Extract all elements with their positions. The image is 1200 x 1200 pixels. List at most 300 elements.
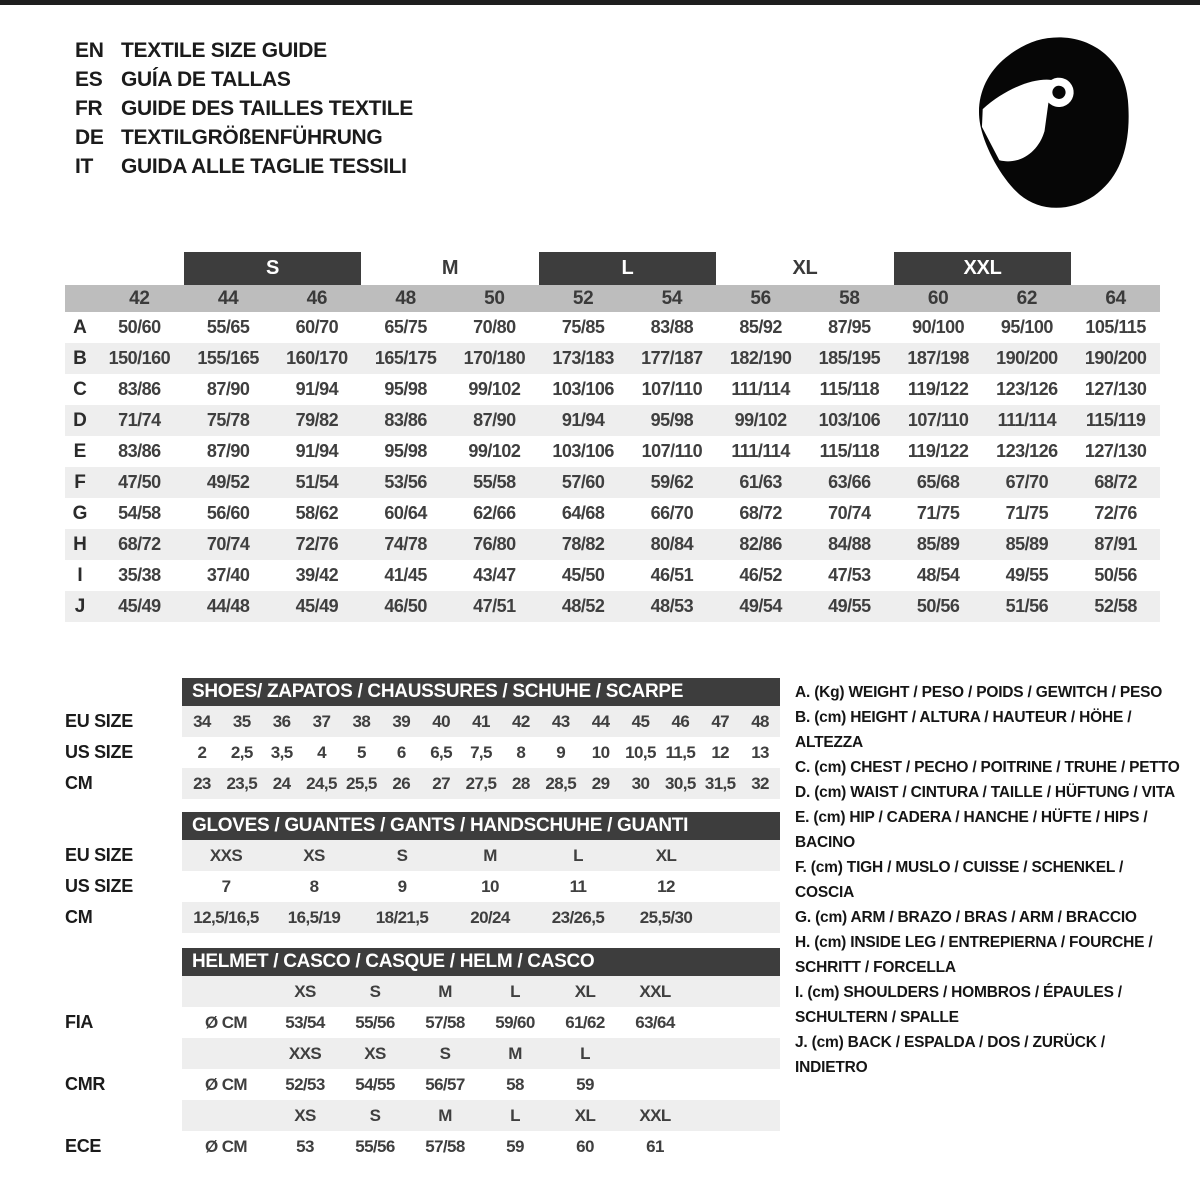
helmet-section-header: HELMET / CASCO / CASQUE / HELM / CASCO <box>182 948 780 976</box>
helmet-size-value: 55/56 <box>355 1136 395 1156</box>
gloves-row-label: US SIZE <box>65 876 133 896</box>
shoes-value: 13 <box>751 742 769 762</box>
textile-size-table <box>65 252 1160 622</box>
shoes-value: 41 <box>472 711 490 731</box>
language-row <box>75 94 413 123</box>
size-value: 87/91 <box>1094 534 1137 554</box>
language-title: GUIDA ALLE TAGLIE TESSILI <box>121 154 407 178</box>
size-value: 39/42 <box>295 565 339 585</box>
legend-item: H. (cm) INSIDE LEG / ENTREPIERNA / FOURCHE / SCHRITT / FORCELLA <box>795 934 1153 976</box>
shoes-row-label: EU SIZE <box>65 711 133 731</box>
size-value: 55/58 <box>473 472 516 492</box>
size-value: 90/100 <box>912 317 965 337</box>
size-number-bar <box>65 285 1160 312</box>
helmet-size-value: 60 <box>576 1136 594 1156</box>
size-value: 60/64 <box>384 503 427 523</box>
size-value: 53/56 <box>384 472 427 492</box>
shoes-value: 30,5 <box>664 773 696 793</box>
size-value: 57/60 <box>561 472 605 492</box>
gloves-value: 12 <box>657 876 675 896</box>
shoes-value: 31,5 <box>704 773 736 793</box>
size-value: 103/106 <box>818 410 881 430</box>
textile-row <box>65 374 1160 405</box>
gloves-row-label: CM <box>65 907 93 927</box>
row-letter: J <box>74 595 86 617</box>
helmet-size-value: 52/53 <box>285 1074 325 1094</box>
size-value: 71/75 <box>916 503 960 523</box>
shoes-value: 27 <box>432 773 450 793</box>
unit-label: Ø CM <box>205 1012 247 1032</box>
gloves-value: 12,5/16,5 <box>193 907 259 927</box>
standard-label: FIA <box>65 1012 94 1032</box>
lower-sections <box>65 678 780 1162</box>
size-value: 127/130 <box>1084 379 1147 399</box>
size-value: 99/102 <box>734 410 787 430</box>
size-value: 45/50 <box>561 565 605 585</box>
size-value: 65/75 <box>384 317 427 337</box>
textile-row <box>65 343 1160 374</box>
size-value: 46/52 <box>739 565 782 585</box>
size-value: 185/195 <box>818 348 881 368</box>
size-value: 62/66 <box>473 503 516 523</box>
size-value: 150/160 <box>108 348 171 368</box>
size-value: 103/106 <box>552 379 614 399</box>
helmet-sizes-row <box>65 1038 780 1069</box>
measurement-legend <box>795 680 1180 1080</box>
legend-item: B. (cm) HEIGHT / ALTURA / HAUTEUR / HÖHE / ALTEZZA <box>795 709 1132 751</box>
size-value: 49/54 <box>739 596 782 616</box>
gloves-row-values <box>182 840 780 871</box>
size-value: 43/47 <box>473 565 516 585</box>
gloves-row <box>65 902 780 933</box>
size-value: 103/106 <box>552 441 614 461</box>
size-group-header-row <box>65 252 1160 285</box>
size-number: 54 <box>661 287 683 309</box>
size-value: 35/38 <box>118 565 161 585</box>
shoes-row-values <box>182 737 780 768</box>
shoes-row-label: CM <box>65 773 93 793</box>
size-value: 87/90 <box>206 441 250 461</box>
unit-label: Ø CM <box>205 1136 247 1156</box>
size-value: 111/114 <box>731 379 790 399</box>
helmet-size-value: 54/55 <box>355 1074 395 1094</box>
row-letter: C <box>73 378 87 400</box>
size-value: 83/86 <box>384 410 427 430</box>
size-value: 187/198 <box>907 348 969 368</box>
size-value: 83/86 <box>118 441 161 461</box>
shoes-value: 43 <box>551 711 570 731</box>
shoes-value: 44 <box>591 711 610 731</box>
standard-label: ECE <box>65 1136 102 1156</box>
size-value: 45/49 <box>118 596 161 616</box>
helmet-size-label: XS <box>294 981 316 1001</box>
size-value: 160/170 <box>286 348 348 368</box>
size-value: 95/98 <box>384 441 427 461</box>
size-number: 62 <box>1016 287 1038 309</box>
size-number: 48 <box>395 287 416 309</box>
size-number: 44 <box>217 287 239 309</box>
shoes-value: 2 <box>197 742 207 762</box>
size-value: 115/118 <box>819 441 880 461</box>
size-value: 59/62 <box>650 472 694 492</box>
size-value: 127/130 <box>1084 441 1147 461</box>
size-value: 105/115 <box>1085 317 1146 337</box>
shoes-value: 11,5 <box>665 742 696 762</box>
shoes-value: 35 <box>232 711 251 731</box>
helmet-size-label: XS <box>364 1043 386 1063</box>
helmet-sizes-values <box>182 1100 780 1131</box>
size-value: 123/126 <box>996 379 1058 399</box>
size-value: 99/102 <box>468 379 521 399</box>
helmet-size-label: S <box>369 1105 381 1125</box>
textile-rows <box>65 312 1160 622</box>
shoes-row-values <box>182 706 780 737</box>
shoes-value: 46 <box>671 711 690 731</box>
language-title: TEXTILGRÖßENFÜHRUNG <box>121 125 383 149</box>
legend-item: E. (cm) HIP / CADERA / HANCHE / HÜFTE / HIPS / BACINO <box>795 809 1148 851</box>
size-value: 155/165 <box>197 348 259 368</box>
shoes-value: 25,5 <box>346 773 377 793</box>
shoes-value: 9 <box>556 742 566 762</box>
spacer <box>65 933 780 948</box>
size-value: 85/92 <box>739 317 782 337</box>
shoes-value: 6 <box>396 742 406 762</box>
row-letter: A <box>73 316 87 338</box>
size-value: 70/74 <box>828 503 871 523</box>
standard-label-spacer <box>65 1100 182 1131</box>
row-letter: E <box>73 440 87 462</box>
row-letter: I <box>77 564 83 586</box>
size-value: 87/90 <box>206 379 250 399</box>
unit-label: Ø CM <box>205 1074 247 1094</box>
helmet-size-label: XXL <box>639 1105 671 1125</box>
size-value: 71/74 <box>118 410 161 430</box>
shoes-value: 12 <box>711 742 730 762</box>
helmet-size-value: 59 <box>576 1074 594 1094</box>
gloves-value: S <box>396 845 408 865</box>
helmet-sizes-row <box>65 976 780 1007</box>
language-row <box>75 36 413 65</box>
shoes-value: 24,5 <box>306 773 337 793</box>
size-value: 48/53 <box>650 596 694 616</box>
spacer <box>65 799 780 812</box>
size-value: 46/51 <box>650 565 694 585</box>
size-value: 37/40 <box>206 565 250 585</box>
row-letter: F <box>74 471 86 493</box>
size-value: 49/55 <box>828 596 871 616</box>
size-group-xxl: XXL <box>894 252 1072 285</box>
size-group-s: S <box>184 252 362 285</box>
size-value: 47/51 <box>473 596 516 616</box>
size-value: 41/45 <box>384 565 427 585</box>
size-value: 49/55 <box>1005 565 1049 585</box>
size-value: 67/70 <box>1005 472 1049 492</box>
gloves-value: 10 <box>481 876 499 896</box>
size-value: 95/98 <box>650 410 694 430</box>
gloves-value: XS <box>303 845 325 865</box>
gloves-value: L <box>573 845 583 865</box>
helmet-size-value: 53/54 <box>285 1012 325 1032</box>
helmet-size-value: 53 <box>296 1136 314 1156</box>
racing-helmet-icon <box>966 32 1142 216</box>
size-value: 119/122 <box>907 441 969 461</box>
textile-row <box>65 312 1160 343</box>
size-value: 173/183 <box>552 348 614 368</box>
shoes-value: 40 <box>432 711 450 731</box>
size-value: 80/84 <box>650 534 694 554</box>
size-value: 170/180 <box>463 348 526 368</box>
shoes-value: 5 <box>356 742 366 762</box>
size-value: 107/110 <box>641 379 703 399</box>
size-value: 87/95 <box>828 317 871 337</box>
shoes-value: 34 <box>193 711 211 731</box>
size-number: 56 <box>750 287 771 309</box>
size-value: 78/82 <box>561 534 605 554</box>
helmet-size-value: 63/64 <box>635 1012 675 1032</box>
legend-item: D. (cm) WAIST / CINTURA / TAILLE / HÜFTUNG / VITA <box>795 784 1175 801</box>
legend-item: A. (Kg) WEIGHT / PESO / POIDS / GEWITCH / PESO <box>795 684 1163 701</box>
standard-label-spacer <box>65 1038 182 1069</box>
size-group-m: M <box>441 257 459 279</box>
shoes-value: 3,5 <box>270 742 293 762</box>
helmet-values <box>182 1069 780 1100</box>
size-value: 82/86 <box>739 534 782 554</box>
language-code: ES <box>75 67 103 91</box>
shoes-section-header: SHOES/ ZAPATOS / CHAUSSURES / SCHUHE / SCARPE <box>182 678 780 706</box>
helmet-size-label: L <box>580 1043 590 1063</box>
size-value: 55/65 <box>206 317 250 337</box>
size-value: 83/88 <box>650 317 694 337</box>
size-value: 75/78 <box>206 410 250 430</box>
size-value: 84/88 <box>828 534 871 554</box>
language-code: IT <box>75 154 94 178</box>
size-value: 44/48 <box>206 596 250 616</box>
size-value: 111/114 <box>731 441 790 461</box>
size-value: 190/200 <box>1084 348 1147 368</box>
helmet-size-label: S <box>369 981 381 1001</box>
helmet-rows <box>65 976 780 1162</box>
size-value: 49/52 <box>206 472 250 492</box>
legend-item: J. (cm) BACK / ESPALDA / DOS / ZURÜCK / INDIETRO <box>795 1034 1105 1076</box>
gloves-value: M <box>483 845 497 865</box>
size-value: 54/58 <box>118 503 161 523</box>
language-title-list <box>75 36 413 181</box>
textile-row <box>65 591 1160 622</box>
gloves-row <box>65 871 780 902</box>
shoes-value: 2,5 <box>230 742 253 762</box>
shoes-value: 29 <box>591 773 610 793</box>
size-value: 91/94 <box>561 410 605 430</box>
size-value: 87/90 <box>473 410 516 430</box>
size-value: 56/60 <box>206 503 250 523</box>
textile-row <box>65 529 1160 560</box>
helmet-size-label: M <box>508 1043 522 1063</box>
size-value: 165/175 <box>374 348 437 368</box>
size-value: 190/200 <box>996 348 1058 368</box>
gloves-row-values <box>182 871 780 902</box>
gloves-value: 20/24 <box>470 907 510 927</box>
textile-row <box>65 560 1160 591</box>
shoes-value: 39 <box>392 711 411 731</box>
size-value: 75/85 <box>561 317 605 337</box>
size-value: 68/72 <box>118 534 161 554</box>
shoes-row-label: US SIZE <box>65 742 133 762</box>
size-value: 119/122 <box>907 379 969 399</box>
size-value: 52/58 <box>1094 596 1137 616</box>
shoes-value: 27,5 <box>465 773 497 793</box>
helmet-size-value: 61/62 <box>565 1012 605 1032</box>
size-value: 72/76 <box>295 534 339 554</box>
gloves-value: 7 <box>221 876 231 896</box>
standard-label-spacer <box>65 976 182 1007</box>
shoes-value: 28 <box>512 773 530 793</box>
helmet-size-label: S <box>439 1043 451 1063</box>
textile-row <box>65 436 1160 467</box>
size-value: 60/70 <box>295 317 339 337</box>
size-value: 70/80 <box>473 317 516 337</box>
shoes-value: 8 <box>516 742 526 762</box>
size-value: 91/94 <box>295 379 339 399</box>
helmet-size-label: XXL <box>639 981 671 1001</box>
size-value: 68/72 <box>739 503 782 523</box>
size-value: 70/74 <box>206 534 250 554</box>
shoes-value: 38 <box>352 711 371 731</box>
helmet-size-value: 59 <box>506 1136 524 1156</box>
size-value: 177/187 <box>641 348 703 368</box>
shoes-value: 47 <box>711 711 730 731</box>
helmet-sizes-values <box>182 976 780 1007</box>
helmet-values <box>182 1131 780 1162</box>
language-row <box>75 123 413 152</box>
textile-row <box>65 498 1160 529</box>
gloves-value: 9 <box>397 876 407 896</box>
gloves-value: 23/26,5 <box>551 907 605 927</box>
top-border-bar <box>0 0 1200 5</box>
size-value: 111/114 <box>997 410 1057 430</box>
legend-item: C. (cm) CHEST / PECHO / POITRINE / TRUHE / PETTO <box>795 759 1180 776</box>
shoes-value: 36 <box>272 711 291 731</box>
size-value: 72/76 <box>1094 503 1137 523</box>
shoes-row <box>65 706 780 737</box>
language-title: TEXTILE SIZE GUIDE <box>121 38 327 62</box>
gloves-value: XXS <box>209 845 243 865</box>
size-value: 50/56 <box>1094 565 1137 585</box>
shoes-value: 42 <box>512 711 530 731</box>
size-value: 115/119 <box>1085 410 1146 430</box>
size-group-l: L <box>539 252 717 285</box>
helmet-size-value: 58 <box>506 1074 524 1094</box>
size-number: 58 <box>839 287 860 309</box>
size-value: 107/110 <box>641 441 703 461</box>
helmet-size-label: L <box>510 981 520 1001</box>
size-value: 182/190 <box>729 348 792 368</box>
shoes-value: 10,5 <box>625 742 656 762</box>
helmet-values-row <box>65 1069 780 1100</box>
size-value: 68/72 <box>1094 472 1137 492</box>
helmet-size-value: 55/56 <box>355 1012 395 1032</box>
gloves-value: 11 <box>569 876 587 896</box>
shoes-value: 45 <box>631 711 650 731</box>
shoes-value: 28,5 <box>545 773 577 793</box>
size-value: 50/56 <box>916 596 960 616</box>
helmet-size-label: XS <box>294 1105 316 1125</box>
helmet-size-value: 61 <box>646 1136 664 1156</box>
size-value: 66/70 <box>650 503 694 523</box>
size-value: 61/63 <box>739 472 782 492</box>
size-number: 50 <box>484 287 505 309</box>
size-value: 47/53 <box>828 565 871 585</box>
legend-item: I. (cm) SHOULDERS / HOMBROS / ÉPAULES / SCHULTERN / SPALLE <box>795 984 1122 1026</box>
textile-row <box>65 405 1160 436</box>
size-value: 85/89 <box>916 534 960 554</box>
legend-item: F. (cm) TIGH / MUSLO / CUISSE / SCHENKEL / COSCIA <box>795 859 1124 901</box>
size-value: 83/86 <box>118 379 161 399</box>
helmet-size-label: M <box>438 1105 452 1125</box>
row-letter: B <box>73 347 87 369</box>
shoes-row <box>65 768 780 799</box>
shoes-value: 24 <box>272 773 291 793</box>
size-value: 63/66 <box>828 472 871 492</box>
size-value: 71/75 <box>1005 503 1049 523</box>
shoes-value: 26 <box>392 773 411 793</box>
language-code: FR <box>75 96 103 120</box>
shoes-value: 48 <box>751 711 769 731</box>
helmet-size-label: M <box>438 981 452 1001</box>
size-value: 65/68 <box>916 472 960 492</box>
helmet-size-label: XL <box>574 981 596 1001</box>
gloves-row <box>65 840 780 871</box>
size-value: 45/49 <box>295 596 339 616</box>
size-number: 64 <box>1105 287 1126 309</box>
helmet-size-label: XL <box>574 1105 596 1125</box>
size-value: 46/50 <box>384 596 427 616</box>
gloves-rows <box>65 840 780 933</box>
helmet-size-label: L <box>510 1105 520 1125</box>
size-group-xl: XL <box>792 257 818 279</box>
size-value: 95/98 <box>384 379 427 399</box>
size-value: 123/126 <box>996 441 1058 461</box>
language-title: GUIDE DES TAILLES TEXTILE <box>121 96 413 120</box>
gloves-value: 18/21,5 <box>375 907 429 927</box>
language-code: DE <box>75 125 104 149</box>
size-value: 99/102 <box>468 441 521 461</box>
gloves-value: 25,5/30 <box>639 907 693 927</box>
shoes-value: 10 <box>591 742 610 762</box>
size-value: 74/78 <box>384 534 427 554</box>
helmet-size-value: 57/58 <box>425 1136 465 1156</box>
gloves-value: 16,5/19 <box>287 907 341 927</box>
size-value: 91/94 <box>295 441 339 461</box>
textile-row <box>65 467 1160 498</box>
size-value: 50/60 <box>118 317 161 337</box>
size-value: 85/89 <box>1005 534 1049 554</box>
size-number: 42 <box>129 287 150 309</box>
shoes-row <box>65 737 780 768</box>
standard-label: CMR <box>65 1074 106 1094</box>
size-value: 115/118 <box>819 379 880 399</box>
language-row <box>75 152 413 181</box>
helmet-values-row <box>65 1007 780 1038</box>
gloves-value: 8 <box>309 876 319 896</box>
size-number: 60 <box>927 287 949 309</box>
gloves-section-header: GLOVES / GUANTES / GANTS / HANDSCHUHE / GUANTI <box>182 812 780 840</box>
shoes-value: 7,5 <box>470 742 492 762</box>
size-value: 79/82 <box>295 410 339 430</box>
size-value: 76/80 <box>473 534 516 554</box>
language-code: EN <box>75 38 104 62</box>
size-value: 51/56 <box>1005 596 1049 616</box>
gloves-value: XL <box>655 845 677 865</box>
